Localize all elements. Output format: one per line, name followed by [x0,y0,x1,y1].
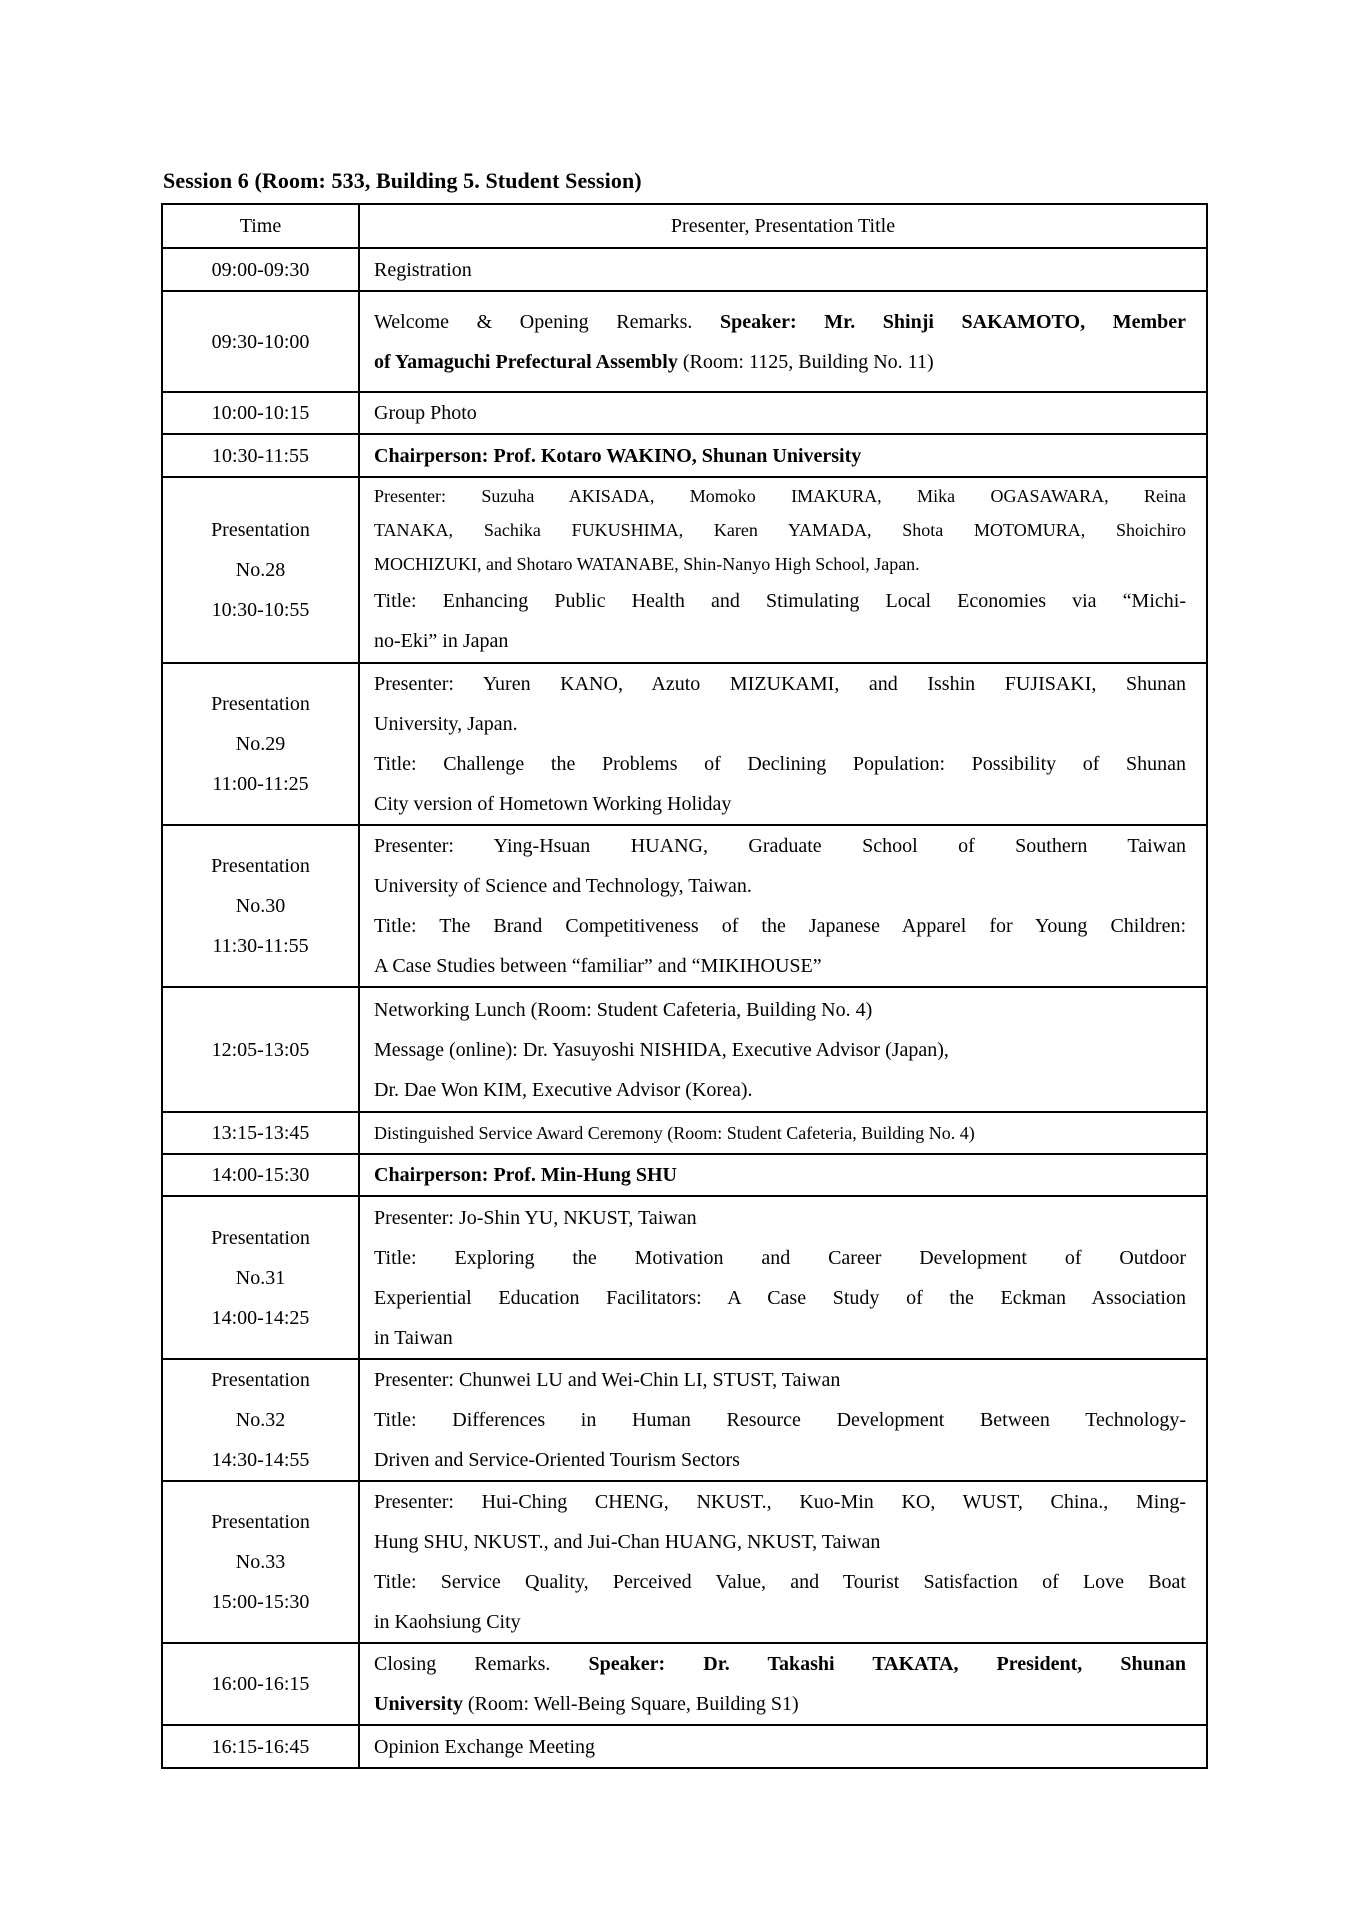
text: City version of Hometown Working Holiday [374,793,732,815]
time-cell [162,825,359,987]
table-row [162,663,1207,825]
table-row [162,1112,1207,1154]
table-row [162,291,1207,392]
content-line [374,990,1186,1030]
table-row [162,1196,1207,1359]
content-cell [359,1481,1207,1643]
text: University of Science and Technology, Taiwan. [374,875,752,897]
content-line [374,1522,1186,1562]
content-line [374,1030,1186,1070]
time-text: 10:30-11:55 [211,444,310,467]
content-line [374,302,1186,342]
content-line [374,436,1186,476]
content-line [374,1070,1186,1110]
table-header [162,204,1207,248]
text: TANAKA, Sachika FUKUSHIMA, Karen YAMADA, Shota MOTOMURA, Shoichiro [374,520,1186,540]
text: Title: Enhancing Public Health and Stimulating Local Economies via “Michi- [374,590,1186,612]
bold-text: University [374,1693,463,1715]
text: in Kaohsiung City [374,1611,521,1633]
time-text: Presentation [211,1511,310,1533]
time-text: 15:00-15:30 [211,1591,310,1613]
text: Distinguished Service Award Ceremony (Room: Student Cafeteria, Building No. 4) [374,1123,975,1143]
text: (Room: Well-Being Square, Building S1) [462,1693,799,1715]
table-row [162,477,1207,663]
text: Presenter: Hui-Ching CHENG, NKUST., Kuo-Min KO, WUST, China., Ming- [374,1491,1186,1513]
content-cell [359,1196,1207,1359]
content-line [374,744,1186,784]
content-line [374,906,1186,946]
content-cell [359,1112,1207,1154]
time-text: 14:00-14:25 [211,1306,310,1329]
content-cell [359,248,1207,291]
bold-text: Speaker: Dr. Takashi TAKATA, President, Shunan [588,1653,1186,1675]
table-row [162,1481,1207,1643]
text: A Case Studies between “familiar” and “MIKIHOUSE” [374,955,822,977]
content-cell [359,477,1207,663]
text: Experiential Education Facilitators: A Case Study of the Eckman Association [374,1286,1186,1309]
text: Title: Differences in Human Resource Development Between Technology- [374,1409,1186,1431]
text: Presenter: Jo-Shin YU, NKUST, Taiwan [374,1206,697,1229]
time-text: No.28 [235,559,286,581]
time-cell [162,1196,359,1359]
table-row [162,434,1207,477]
content-line [374,513,1186,547]
schedule-table [161,203,1208,1769]
table-row [162,1154,1207,1196]
content-line [374,393,1186,433]
content-line [374,1562,1186,1602]
time-cell [162,1154,359,1196]
content-line [374,866,1186,906]
time-text: Presentation [211,519,310,541]
content-line [374,946,1186,986]
time-cell [162,291,359,392]
schedule-body [162,248,1207,1768]
table-row [162,1643,1207,1725]
bold-text: Chairperson: Prof. Min-Hung SHU [374,1164,677,1186]
table-row [162,1725,1207,1768]
text: Title: Service Quality, Perceived Value, and Tourist Satisfaction of Love Boat [374,1571,1186,1593]
time-text: Presentation [211,855,310,877]
text: Message (online): Dr. Yasuyoshi NISHIDA, Executive Advisor (Japan), [374,1038,949,1061]
text: MOCHIZUKI, and Shotaro WATANABE, Shin-Nanyo High School, Japan. [374,554,920,574]
text: Group Photo [374,402,477,424]
time-text: Presentation [211,1369,310,1391]
content-line [374,1602,1186,1642]
document-page [161,168,1207,1769]
time-text: No.30 [235,895,286,917]
content-line [374,581,1186,621]
content-line [374,1318,1186,1358]
time-cell [162,1481,359,1643]
content-line [374,1360,1186,1400]
content-cell [359,987,1207,1112]
text: Hung SHU, NKUST., and Jui-Chan HUANG, NKUST, Taiwan [374,1531,881,1553]
time-cell [162,1643,359,1725]
time-text: 16:00-16:15 [211,1673,310,1695]
time-cell [162,1359,359,1481]
time-text: 14:30-14:55 [211,1449,310,1471]
content-line [374,1684,1186,1724]
content-line [374,250,1186,290]
text: Presenter: Suzuha AKISADA, Momoko IMAKURA, Mika OGASAWARA, Reina [374,486,1186,506]
time-text: No.31 [235,1266,286,1289]
content-cell [359,663,1207,825]
time-cell [162,1112,359,1154]
content-line [374,664,1186,704]
time-text: 14:00-15:30 [211,1164,310,1186]
session-heading: Session 6 (Room: 533, Building 5. Student Session) [163,168,642,193]
content-line [374,1155,1186,1195]
table-row [162,825,1207,987]
bold-text: Chairperson: Prof. Kotaro WAKINO, Shunan University [374,444,862,467]
text: Presenter: Ying-Hsuan HUANG, Graduate School of Southern Taiwan [374,835,1186,857]
content-column-header: Presenter, Presentation Title [359,204,1207,248]
time-text: No.32 [235,1409,286,1431]
content-line [374,1482,1186,1522]
content-cell [359,1725,1207,1768]
time-text: 10:00-10:15 [211,402,310,424]
table-row [162,392,1207,434]
time-text: Presentation [211,693,310,715]
time-text: No.33 [235,1551,286,1573]
time-text: Presentation [211,1226,310,1249]
content-line [374,1238,1186,1278]
table-row [162,1359,1207,1481]
content-line [374,1116,1186,1150]
text: Networking Lunch (Room: Student Cafeteria, Building No. 4) [374,998,873,1021]
bold-text: Speaker: Mr. Shinji SAKAMOTO, Member [720,310,1186,333]
content-line [374,1198,1186,1238]
time-text: No.29 [235,733,286,755]
time-text: 13:15-13:45 [211,1122,310,1144]
text: University, Japan. [374,713,518,735]
text: (Room: 1125, Building No. 11) [677,350,934,373]
content-cell [359,291,1207,392]
time-column-header: Time [162,204,359,248]
content-line [374,826,1186,866]
text: Opinion Exchange Meeting [374,1735,596,1758]
text: Presenter: Yuren KANO, Azuto MIZUKAMI, and Isshin FUJISAKI, Shunan [374,673,1186,695]
content-line [374,1440,1186,1480]
text: Presenter: Chunwei LU and Wei-Chin LI, STUST, Taiwan [374,1369,841,1391]
text: Welcome & Opening Remarks. [374,310,720,333]
table-row [162,248,1207,291]
content-line [374,547,1186,581]
time-cell [162,987,359,1112]
time-text: 11:00-11:25 [212,773,309,795]
time-cell [162,392,359,434]
content-cell [359,825,1207,987]
content-line [374,784,1186,824]
content-cell [359,1154,1207,1196]
content-line [374,342,1186,382]
text: in Taiwan [374,1326,453,1349]
text: no-Eki” in Japan [374,630,509,652]
time-text: 11:30-11:55 [212,935,309,957]
time-cell [162,1725,359,1768]
content-cell [359,1643,1207,1725]
text: Title: The Brand Competitiveness of the Japanese Apparel for Young Children: [374,915,1186,937]
time-cell [162,248,359,291]
time-text: 16:15-16:45 [211,1735,310,1758]
content-line [374,704,1186,744]
table-row [162,987,1207,1112]
content-line [374,479,1186,513]
content-cell [359,434,1207,477]
text: Title: Exploring the Motivation and Career Development of Outdoor [374,1246,1186,1269]
text: Driven and Service-Oriented Tourism Sectors [374,1449,740,1471]
time-cell [162,663,359,825]
header-row [162,204,1207,248]
text: Dr. Dae Won KIM, Executive Advisor (Korea). [374,1078,753,1101]
content-line [374,1644,1186,1684]
time-text: 12:05-13:05 [211,1038,310,1061]
text: Closing Remarks. [374,1653,589,1675]
text: Title: Challenge the Problems of Declining Population: Possibility of Shunan [374,753,1186,775]
content-cell [359,1359,1207,1481]
time-text: 09:00-09:30 [211,258,310,281]
time-cell [162,434,359,477]
content-line [374,1727,1186,1767]
time-text: 09:30-10:00 [211,330,310,353]
text: Registration [374,258,472,281]
bold-text: of Yamaguchi Prefectural Assembly [374,350,678,373]
time-cell [162,477,359,663]
time-text: 10:30-10:55 [211,599,310,621]
content-line [374,1400,1186,1440]
content-cell [359,392,1207,434]
content-line [374,621,1186,661]
content-line [374,1278,1186,1318]
